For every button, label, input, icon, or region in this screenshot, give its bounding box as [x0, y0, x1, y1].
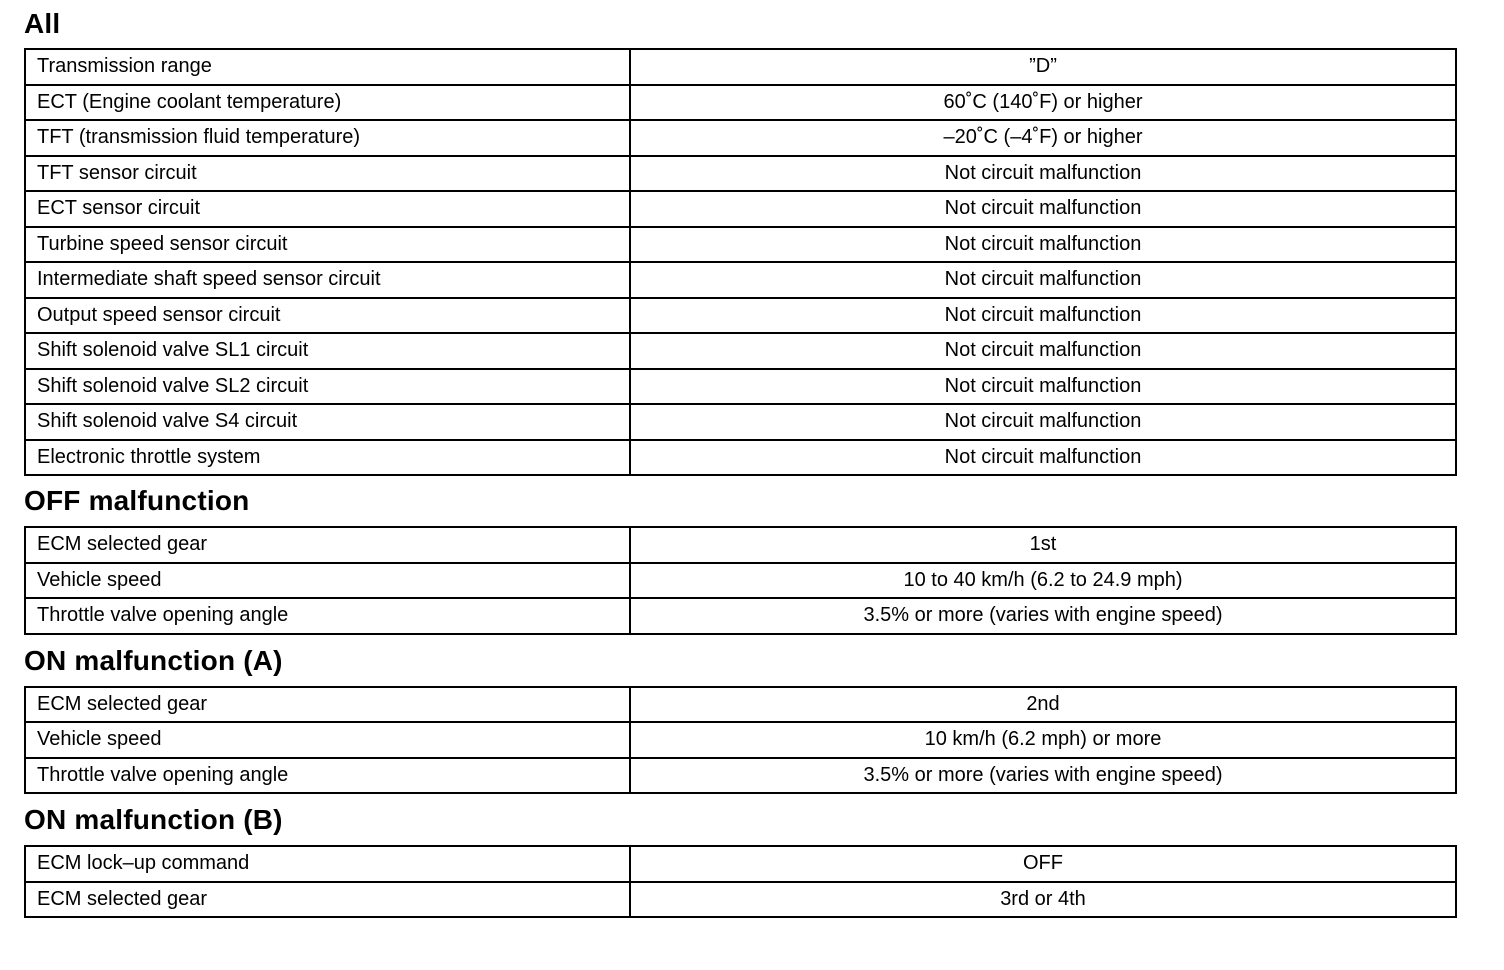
condition-item: TFT (transmission fluid temperature) — [25, 120, 630, 156]
condition-value: Not circuit malfunction — [630, 191, 1456, 227]
condition-value: Not circuit malfunction — [630, 440, 1456, 476]
table-row — [25, 191, 1456, 227]
condition-value: –20˚C (–4˚F) or higher — [630, 120, 1456, 156]
condition-item: ECT sensor circuit — [25, 191, 630, 227]
condition-value: Not circuit malfunction — [630, 262, 1456, 298]
table-row — [25, 527, 1456, 563]
conditions-table-all — [24, 48, 1457, 476]
condition-item: Vehicle speed — [25, 563, 630, 599]
condition-item: ECM lock–up command — [25, 846, 630, 882]
table-row — [25, 440, 1456, 476]
table-row — [25, 333, 1456, 369]
condition-value: 3rd or 4th — [630, 882, 1456, 918]
table-row — [25, 262, 1456, 298]
table-row — [25, 687, 1456, 723]
condition-item: Throttle valve opening angle — [25, 758, 630, 794]
table-row — [25, 369, 1456, 405]
condition-item: Shift solenoid valve SL1 circuit — [25, 333, 630, 369]
condition-item: ECM selected gear — [25, 527, 630, 563]
condition-value: 10 km/h (6.2 mph) or more — [630, 722, 1456, 758]
conditions-table-on-malfunction-a — [24, 686, 1457, 795]
condition-value: Not circuit malfunction — [630, 298, 1456, 334]
condition-value: 10 to 40 km/h (6.2 to 24.9 mph) — [630, 563, 1456, 599]
condition-value: ”D” — [630, 49, 1456, 85]
section-heading-on-malfunction-a: ON malfunction (A) — [24, 644, 283, 676]
condition-item: Shift solenoid valve SL2 circuit — [25, 369, 630, 405]
condition-value: Not circuit malfunction — [630, 227, 1456, 263]
table-row — [25, 722, 1456, 758]
table-row — [25, 846, 1456, 882]
table-row — [25, 120, 1456, 156]
table-row — [25, 298, 1456, 334]
document-page — [24, 0, 1457, 918]
condition-item: Shift solenoid valve S4 circuit — [25, 404, 630, 440]
condition-value: 60˚C (140˚F) or higher — [630, 85, 1456, 121]
table-row — [25, 227, 1456, 263]
section-heading-off-malfunction: OFF malfunction — [24, 485, 250, 516]
condition-value: 3.5% or more (varies with engine speed) — [630, 758, 1456, 794]
table-row — [25, 563, 1456, 599]
condition-item: Intermediate shaft speed sensor circuit — [25, 262, 630, 298]
condition-item: Output speed sensor circuit — [25, 298, 630, 334]
condition-value: Not circuit malfunction — [630, 333, 1456, 369]
table-row — [25, 598, 1456, 634]
table-row — [25, 85, 1456, 121]
condition-value: Not circuit malfunction — [630, 404, 1456, 440]
table-row — [25, 49, 1456, 85]
condition-value: 2nd — [630, 687, 1456, 723]
condition-item: Vehicle speed — [25, 722, 630, 758]
condition-value: OFF — [630, 846, 1456, 882]
table-row — [25, 404, 1456, 440]
condition-item: ECM selected gear — [25, 687, 630, 723]
condition-item: TFT sensor circuit — [25, 156, 630, 192]
condition-value: Not circuit malfunction — [630, 369, 1456, 405]
condition-item: Turbine speed sensor circuit — [25, 227, 630, 263]
condition-item: ECT (Engine coolant temperature) — [25, 85, 630, 121]
section-heading-on-malfunction-b: ON malfunction (B) — [24, 804, 283, 835]
condition-item: Throttle valve opening angle — [25, 598, 630, 634]
condition-item: Electronic throttle system — [25, 440, 630, 476]
condition-item: Transmission range — [25, 49, 630, 85]
table-row — [25, 882, 1456, 918]
section-heading-all: All — [24, 8, 61, 39]
conditions-table-off-malfunction — [24, 526, 1457, 635]
table-row — [25, 758, 1456, 794]
table-row — [25, 156, 1456, 192]
conditions-table-on-malfunction-b — [24, 845, 1457, 918]
condition-value: 1st — [630, 527, 1456, 563]
condition-value: 3.5% or more (varies with engine speed) — [630, 598, 1456, 634]
condition-item: ECM selected gear — [25, 882, 630, 918]
condition-value: Not circuit malfunction — [630, 156, 1456, 192]
